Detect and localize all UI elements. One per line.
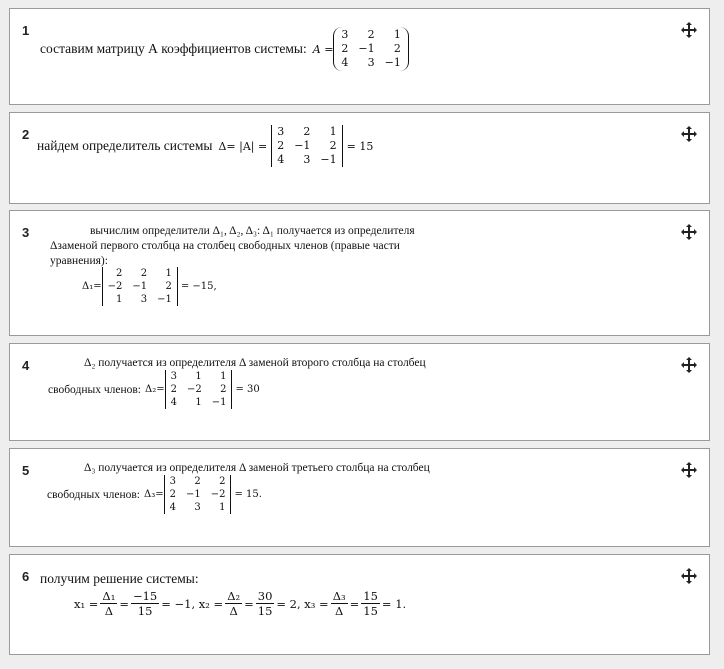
matrix-label: A = (312, 42, 334, 56)
delta1-result: = −15, (180, 281, 217, 292)
delta2-result: = 30 (235, 384, 260, 395)
step-text-line: вычислим определители Δ₁, Δ₂, Δ₃: Δ₁ получается из определителя (90, 225, 415, 237)
step-text: составим матрицу А коэффициентов системы: (40, 41, 307, 56)
delta2-label: Δ₂= (145, 384, 165, 395)
step-number: 4 (22, 358, 30, 373)
delta3-result: = 15. (234, 489, 262, 500)
move-arrows-icon[interactable] (681, 357, 697, 373)
delta1-label: Δ₁= (82, 281, 102, 292)
delta3-determinant: 3 2 2 2 −1 −2 4 3 1 (164, 475, 232, 514)
step-text-line: уравнения): (50, 255, 108, 267)
solution-formula: x₁ = $\frac{\text{Δ₁}}{\Delta}$ = $\frac{-15}{15}$ = −1, x₂ = $\frac{\text{Δ₂}}{\Delta}$ = $\frac{30}{15}$ = 2, x₃ = $\frac{\text{Δ₃}}{\Delta}$ = $\frac{15}{15}$ = 1. (74, 589, 407, 618)
move-arrows-icon[interactable] (681, 126, 697, 142)
step-card-6 (9, 554, 710, 655)
coefficient-matrix: 3 2 1 2 −1 2 4 3 −1 (333, 27, 408, 71)
step-text-line: Δ₃ получается из определителя Δ заменой третьего столбца на столбец (84, 462, 430, 474)
move-arrows-icon[interactable] (681, 568, 697, 584)
step-number: 2 (22, 127, 30, 142)
delta1-determinant: 2 2 1 −2 −1 2 1 3 −1 (102, 267, 178, 306)
step-text-line: свободных членов: (48, 383, 141, 396)
delta3-label: Δ₃= (144, 489, 164, 500)
step-number: 6 (22, 569, 30, 584)
step-number: 5 (22, 463, 30, 478)
step-number: 3 (22, 225, 30, 240)
step-text: получим решение системы: (40, 571, 199, 586)
step-card-2 (9, 112, 710, 204)
step-card-3 (9, 210, 710, 336)
step-text-line: Δ₂ получается из определителя Δ заменой второго столбца на столбец (84, 357, 426, 369)
move-arrows-icon[interactable] (681, 22, 697, 38)
step-number: 1 (22, 23, 30, 38)
delta2-determinant: 3 1 1 2 −2 2 4 1 −1 (165, 370, 233, 409)
step-card-4 (9, 343, 710, 441)
move-arrows-icon[interactable] (681, 224, 697, 240)
step-card-5 (9, 448, 710, 547)
step-card-1 (9, 8, 710, 105)
move-arrows-icon[interactable] (681, 462, 697, 478)
step-text-line: Δзаменой первого столбца на столбец свободных членов (правые части (50, 240, 400, 252)
determinant-result: = 15 (346, 139, 374, 153)
system-determinant: 3 2 1 2 −1 2 4 3 −1 (271, 125, 342, 167)
step-text-line: свободных членов: (47, 488, 140, 501)
determinant-label: Δ= |A| = (218, 139, 268, 153)
step-text: найдем определитель системы (37, 138, 213, 153)
